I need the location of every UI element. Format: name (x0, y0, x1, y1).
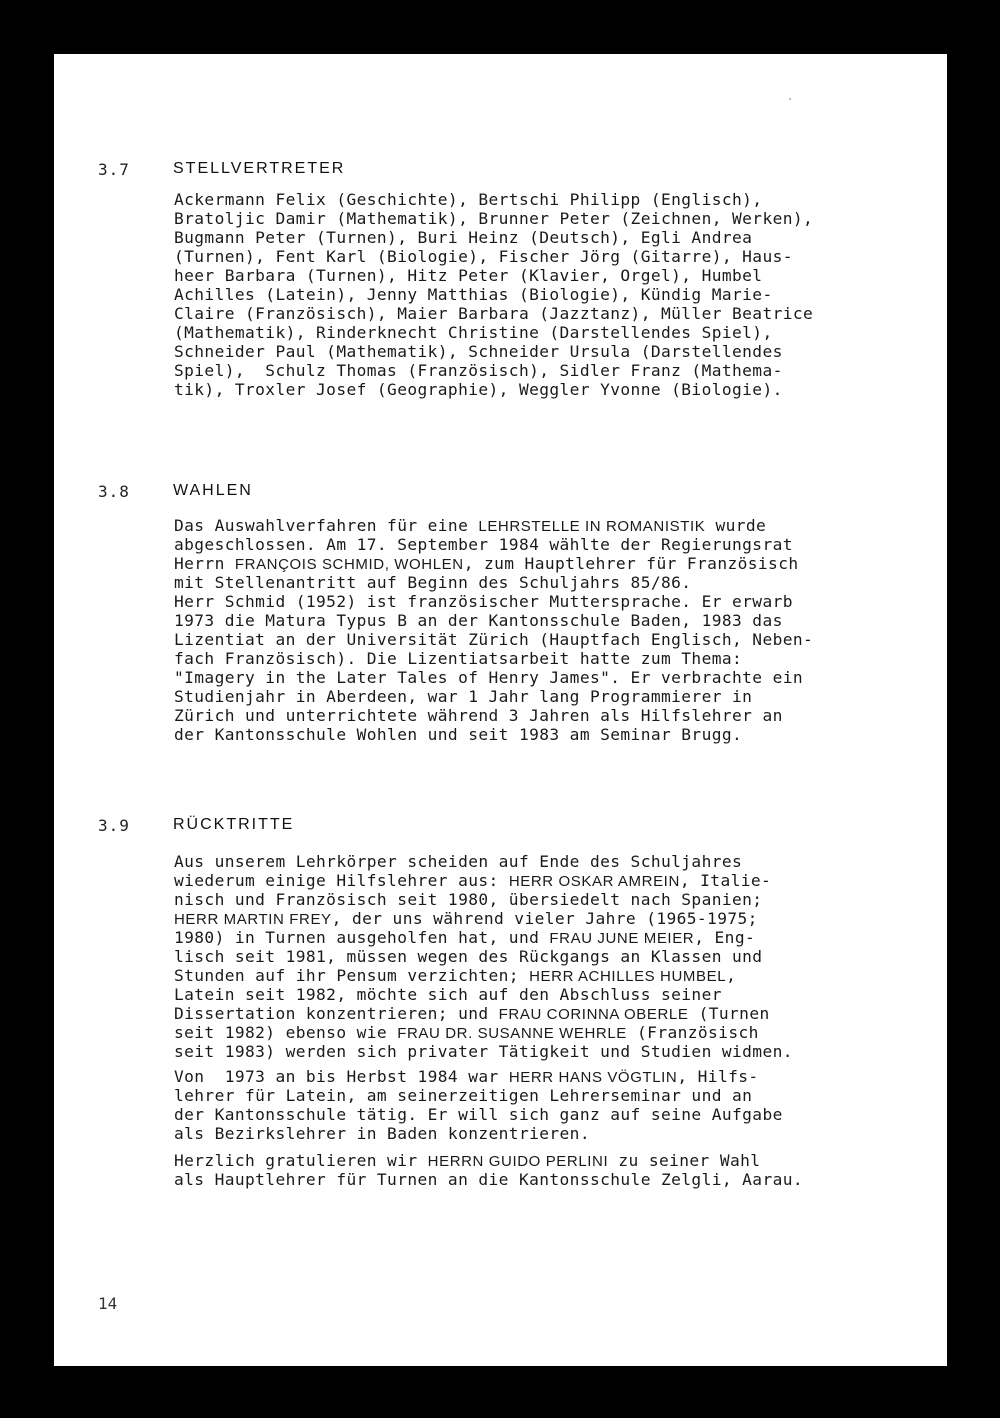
text-line: Dissertation konzentrieren; und FRAU CORINNA OBERLE (Turnen (174, 1004, 770, 1023)
text-line: Lizentiat an der Universität Zürich (Hauptfach Englisch, Neben- (174, 630, 814, 649)
text-line: fach Französisch). Die Lizentiatsarbeit hatte zum Thema: (174, 649, 743, 668)
text-line: der Kantonsschule tätig. Er will sich ganz auf seine Aufgabe (174, 1105, 783, 1124)
section-number: 3.8 (98, 482, 130, 501)
text-line: seit 1983) werden sich privater Tätigkeit und Studien widmen. (174, 1042, 793, 1061)
highlighted-name: HERR HANS VÖGTLIN (508, 1069, 678, 1086)
text-line: Von 1973 an bis Herbst 1984 war HERR HANS VÖGTLIN, Hilfs- (174, 1067, 759, 1086)
highlighted-name: LEHRSTELLE IN ROMANISTIK (478, 518, 706, 535)
page-number: 14 (98, 1294, 118, 1313)
text-line: Bugmann Peter (Turnen), Buri Heinz (Deutsch), Egli Andrea (174, 228, 753, 247)
text-line: Herrn FRANÇOIS SCHMID, WOHLEN, zum Hauptlehrer für Französisch (174, 554, 799, 573)
text-line: lisch seit 1981, müssen wegen des Rückgangs an Klassen und (174, 947, 763, 966)
text-line: 1980) in Turnen ausgeholfen hat, und FRAU JUNE MEIER, Eng- (174, 928, 756, 947)
section-number: 3.7 (98, 160, 130, 179)
highlighted-name: FRAU JUNE MEIER (549, 930, 695, 947)
section-body (174, 852, 914, 1189)
text-line: abgeschlossen. Am 17. September 1984 wählte der Regierungsrat (174, 535, 793, 554)
text-line: als Hauptlehrer für Turnen an die Kantonsschule Zelgli, Aarau. (174, 1170, 804, 1189)
text-line: Achilles (Latein), Jenny Matthias (Biologie), Kündig Marie- (174, 285, 773, 304)
text-line: Ackermann Felix (Geschichte), Bertschi Philipp (Englisch), (174, 190, 763, 209)
speck-mark (789, 98, 791, 100)
text-line: Spiel), Schulz Thomas (Französisch), Sidler Franz (Mathema- (174, 361, 783, 380)
text-line: Bratoljic Damir (Mathematik), Brunner Peter (Zeichnen, Werken), (174, 209, 814, 228)
text-line: Studienjahr in Aberdeen, war 1 Jahr lang Programmierer in (174, 687, 753, 706)
highlighted-name: FRANÇOIS SCHMID, WOHLEN (234, 556, 464, 573)
highlighted-name: HERRN GUIDO PERLINI (427, 1153, 609, 1170)
highlighted-name: HERR OSKAR AMREIN (508, 873, 680, 890)
text-line: Zürich und unterrichtete während 3 Jahren als Hilfslehrer an (174, 706, 783, 725)
text-line: heer Barbara (Turnen), Hitz Peter (Klavier, Orgel), Humbel (174, 266, 763, 285)
text-line: Claire (Französisch), Maier Barbara (Jazztanz), Müller Beatrice (174, 304, 814, 323)
section-body (174, 516, 914, 744)
text-line: HERR MARTIN FREY, der uns während vieler Jahre (1965-1975; (174, 909, 758, 928)
paragraph (174, 516, 914, 744)
paragraph (174, 1067, 914, 1143)
text-line: als Bezirkslehrer in Baden konzentrieren. (174, 1124, 590, 1143)
highlighted-name: FRAU DR. SUSANNE WEHRLE (397, 1025, 627, 1042)
text-line: Herzlich gratulieren wir HERRN GUIDO PERLINI zu seiner Wahl (174, 1151, 761, 1170)
paragraph (174, 852, 914, 1061)
section-body (174, 190, 914, 399)
text-line: (Mathematik), Rinderknecht Christine (Darstellendes Spiel), (174, 323, 773, 342)
text-line: Das Auswahlverfahren für eine LEHRSTELLE IN ROMANISTIK wurde (174, 516, 767, 535)
text-line: (Turnen), Fent Karl (Biologie), Fischer Jörg (Gitarre), Haus- (174, 247, 793, 266)
text-line: mit Stellenantritt auf Beginn des Schuljahrs 85/86. (174, 573, 692, 592)
text-line: Schneider Paul (Mathematik), Schneider Ursula (Darstellendes (174, 342, 783, 361)
text-line: wiederum einige Hilfslehrer aus: HERR OSKAR AMREIN, Italie- (174, 871, 772, 890)
text-line: 1973 die Matura Typus B an der Kantonsschule Baden, 1983 das (174, 611, 783, 630)
text-line: nisch und Französisch seit 1980, übersiedelt nach Spanien; (174, 890, 763, 909)
text-line: seit 1982) ebenso wie FRAU DR. SUSANNE WEHRLE (Französisch (174, 1023, 759, 1042)
text-line: Aus unserem Lehrkörper scheiden auf Ende des Schuljahres (174, 852, 743, 871)
section-heading: STELLVERTRETER (173, 160, 346, 177)
text-line: Stunden auf ihr Pensum verzichten; HERR ACHILLES HUMBEL, (174, 966, 737, 985)
paragraph (174, 1151, 914, 1189)
document-page (54, 54, 947, 1366)
highlighted-name: FRAU CORINNA OBERLE (498, 1006, 689, 1023)
text-line: Latein seit 1982, möchte sich auf den Abschluss seiner (174, 985, 722, 1004)
text-line: lehrer für Latein, am seinerzeitigen Lehrerseminar und an (174, 1086, 753, 1105)
text-line: der Kantonsschule Wohlen und seit 1983 am Seminar Brugg. (174, 725, 743, 744)
text-line: tik), Troxler Josef (Geographie), Weggler Yvonne (Biologie). (174, 380, 783, 399)
section-heading: RÜCKTRITTE (173, 816, 295, 833)
text-line: "Imagery in the Later Tales of Henry James". Er verbrachte ein (174, 668, 804, 687)
text-line: Herr Schmid (1952) ist französischer Muttersprache. Er erwarb (174, 592, 793, 611)
section-heading: WAHLEN (173, 482, 253, 499)
highlighted-name: HERR MARTIN FREY (174, 911, 332, 928)
section-number: 3.9 (98, 816, 130, 835)
highlighted-name: HERR ACHILLES HUMBEL (529, 968, 727, 985)
